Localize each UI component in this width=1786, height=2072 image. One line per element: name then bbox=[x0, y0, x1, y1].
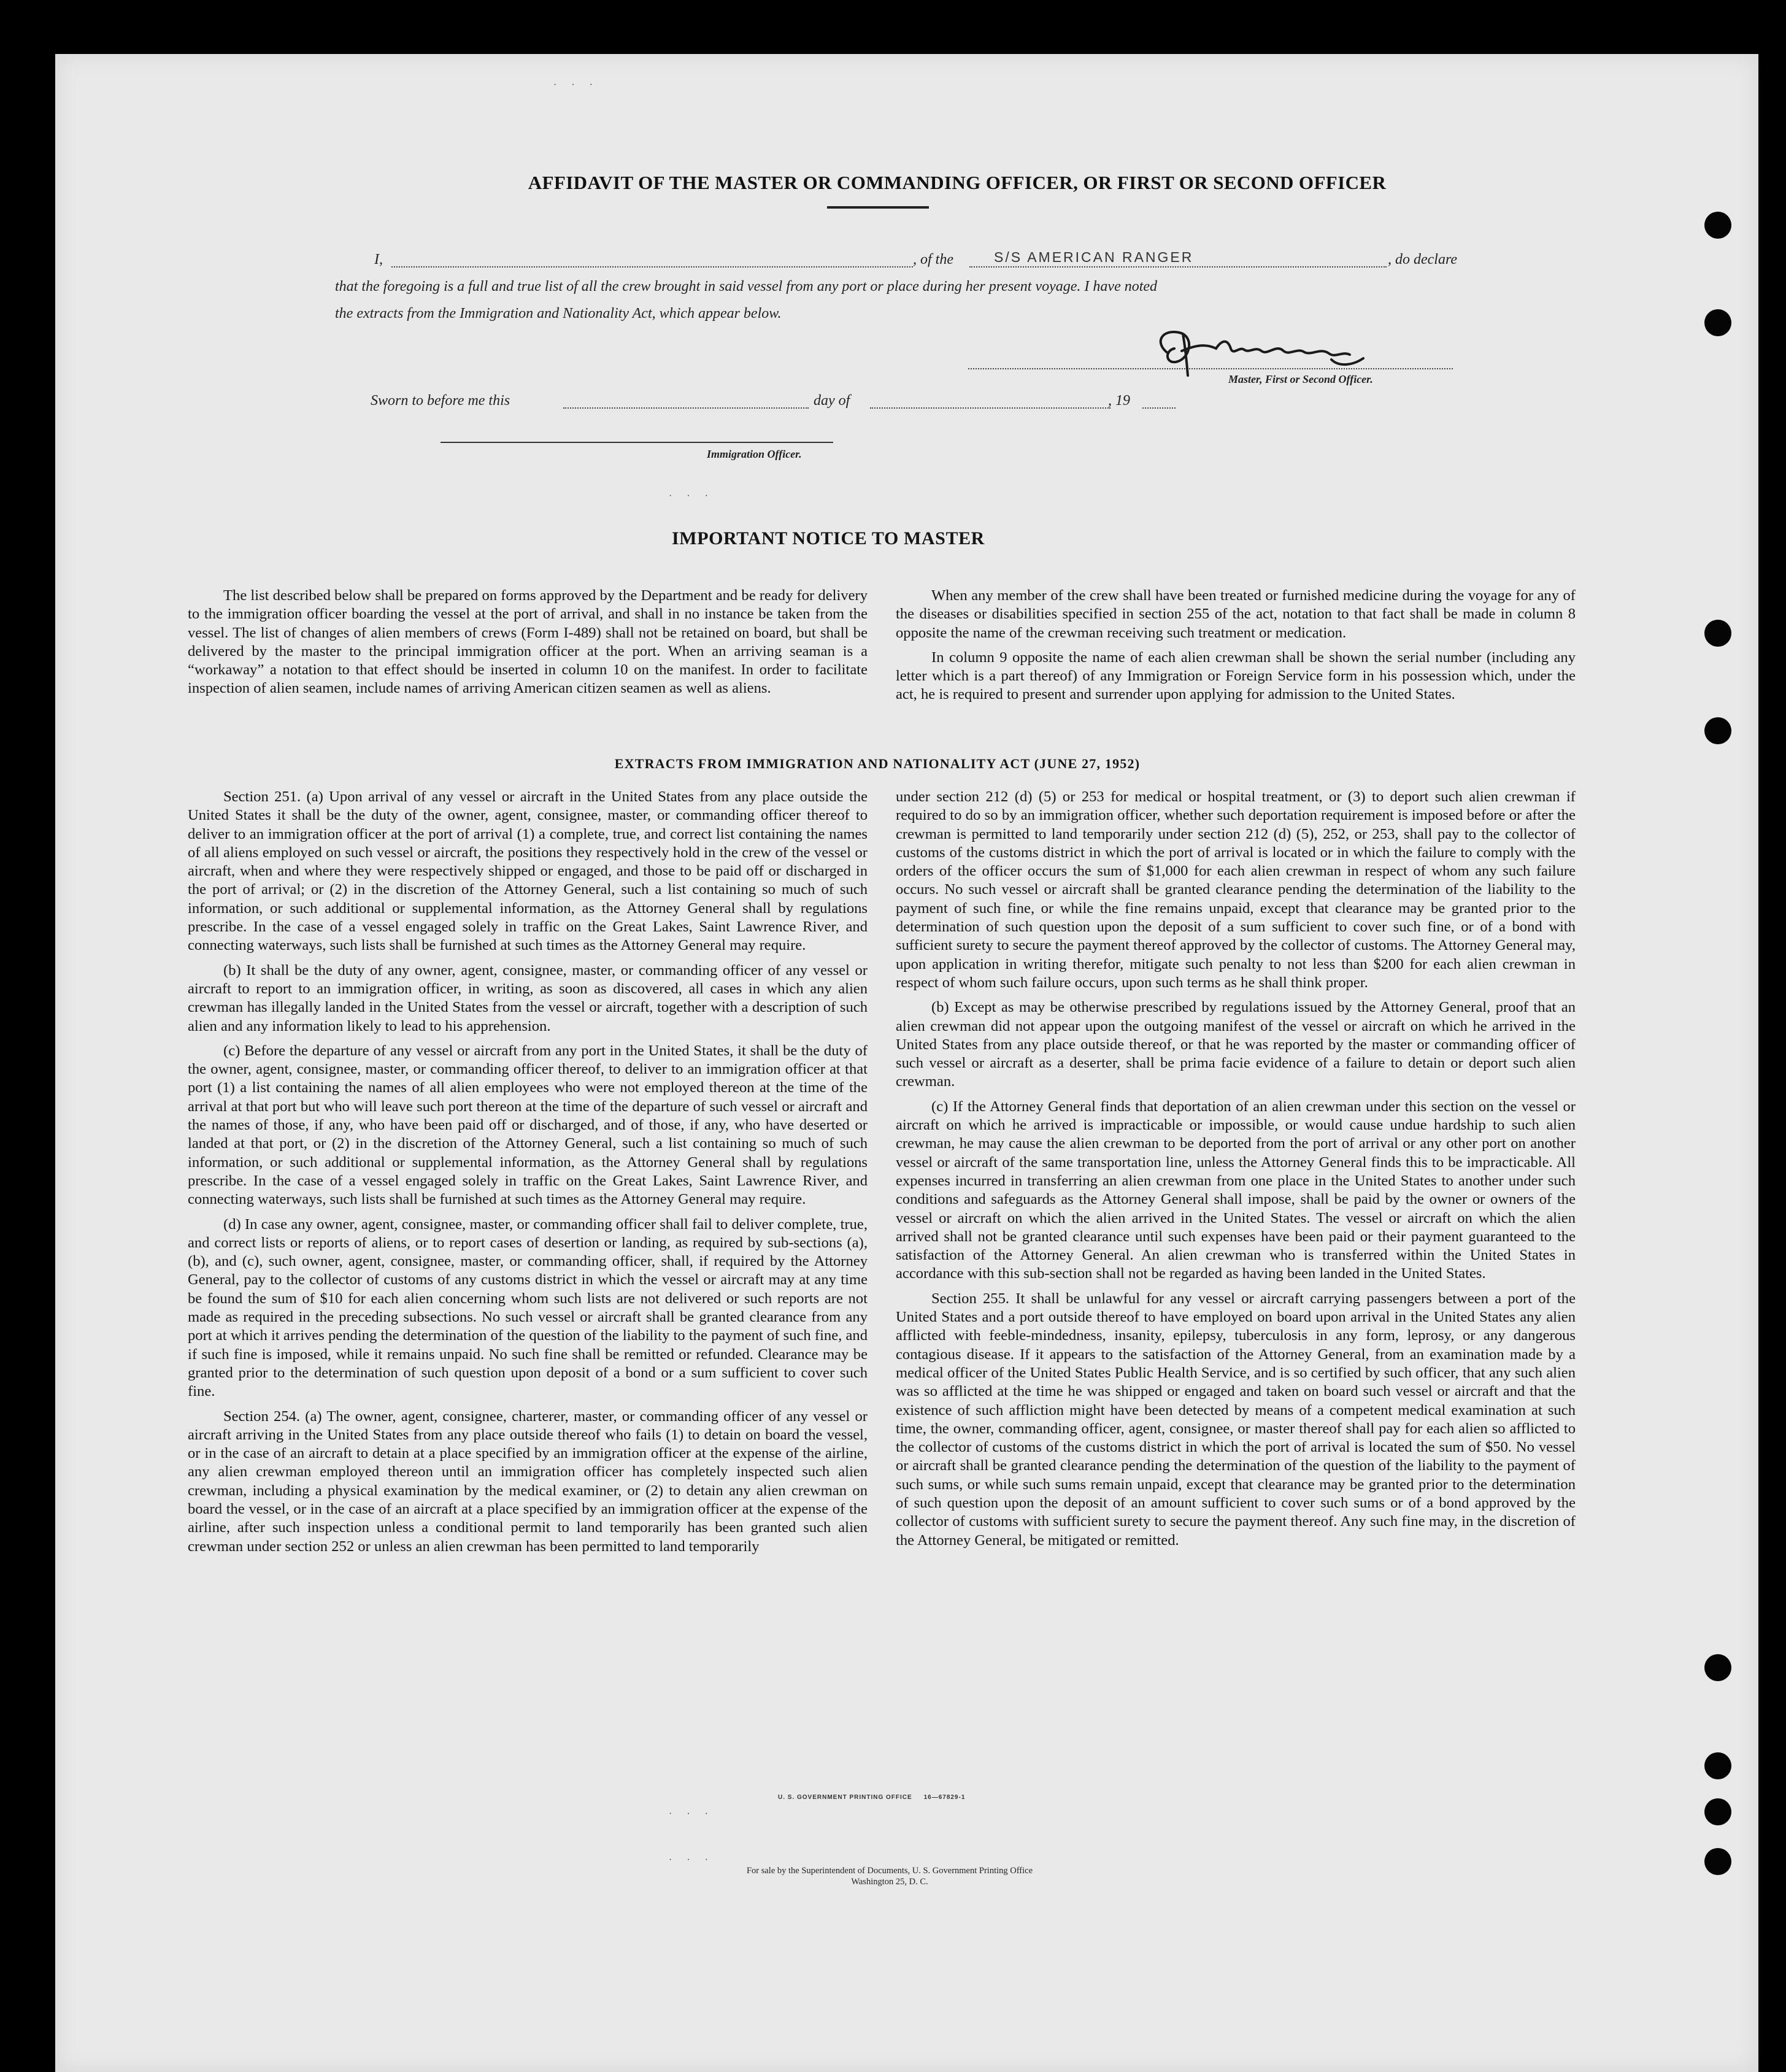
binder-hole bbox=[1704, 1798, 1731, 1825]
section-251-a: Section 251. (a) Upon arrival of any vessel or aircraft in the United States from any place outside the United States it shall be the duty of the owner, agent, consignee, master, or commanding officer thereof to deliver to an immigration officer at the port of arrival (1) a complete, true, and correct list containing the names of all aliens employed on such vessel or aircraft, the positions they respectively hold in the crew of the vessel or aircraft, when and where they were respectively shipped or engaged, and those to be paid off or discharged in the port of arrival; or (2) in the discretion of the Attorney General, such a list containing so much of such information, or such additional or supplemental information, as the Attorney General shall by regulations prescribe. In the case of a vessel engaged solely in traffic on the Great Lakes, Saint Lawrence River, and connecting waterways, such lists shall be furnished at such times as the Attorney General may require. bbox=[188, 788, 868, 954]
signature-caption: Master, First or Second Officer. bbox=[1228, 373, 1373, 385]
extracts-left-column bbox=[188, 788, 868, 1556]
vessel-name: S/S AMERICAN RANGER bbox=[994, 249, 1194, 265]
officer-caption: Immigration Officer. bbox=[707, 448, 802, 460]
do-declare-label: , do declare bbox=[1388, 252, 1458, 268]
section-254-c: (c) If the Attorney General finds that deportation of an alien crewman under this section on the vessel or aircraft on which he arrived is impracticable or impossible, or would cause undue hardship to such alien crewman, he may cause the alien crewman to be deported from the port of arrival or any other port on another vessel or aircraft of the same transportation line, unless the Attorney General finds this to be impracticable. All expenses incurred in transferring an alien crewman from one place in the United States to another under such conditions and safeguards as the Attorney General shall impose, shall be paid by the owner or owners of the vessel or aircraft on which the alien arrived in the United States. The vessel or aircraft on which the alien arrived shall not be granted clearance until such expenses have been paid or their payment guaranteed to the satisfaction of the Attorney General. An alien crewman who is transferred within the United States in accordance with this sub-section shall not be regarded as having been landed in the United States. bbox=[896, 1098, 1576, 1282]
notice-left-paragraph: The list described below shall be prepared on forms approved by the Department and be ready for delivery to the immigration officer boarding the vessel at the port of arrival, and shall in no instance be taken from the vessel. The list of changes of alien members of crews (Form I-489) shall not be retained on board, but shall be delivered by the master to the principal immigration officer at the port. When an arriving seaman is a “workaway” a notation to that effect should be inserted in column 10 on the manifest. In order to facilitate inspection of alien seamen, include names of arriving American citizen seamen as well as aliens. bbox=[188, 587, 868, 697]
section-254-b: (b) Except as may be otherwise prescribed by regulations issued by the Attorney General, proof that an alien crewman did not appear upon the outgoing manifest of the vessel or aircraft on which he arrived in the United States from any place outside thereof, or that he was reported by the master or commanding officer of such vessel or aircraft as a deserter, shall be prima facie evidence of a failure to detain or deport such alien crewman. bbox=[896, 999, 1576, 1090]
day-of-label: day of bbox=[814, 393, 850, 409]
notice-right-paragraph-1: When any member of the crew shall have been treated or furnished medicine during the voyage for any of the diseases or disabilities specified in section 255 of the act, notation to that fact shall be made in column 8 opposite the name of the crewman receiving such treatment or medication. bbox=[896, 587, 1576, 641]
i-label: I, bbox=[374, 252, 383, 268]
sale-line-1: For sale by the Superintendent of Documents, U. S. Government Printing Office bbox=[746, 1866, 1033, 1876]
binder-hole bbox=[1704, 212, 1731, 239]
of-the-label: , of the bbox=[913, 252, 953, 268]
master-signature bbox=[1147, 324, 1417, 379]
year-prefix: , 19 bbox=[1108, 393, 1130, 409]
sworn-month-line bbox=[870, 407, 1110, 409]
officer-line bbox=[441, 442, 833, 443]
binder-hole bbox=[1704, 717, 1731, 744]
notice-left-column bbox=[188, 587, 868, 698]
sworn-label: Sworn to before me this bbox=[371, 393, 510, 409]
notice-right-paragraph-2: In column 9 opposite the name of each alien crewman shall be shown the serial number (including any letter which is a part thereof) of any Immigration or Foreign Service form in his possession which, under the act, he is required to present and surrender upon applying for admission to the United States. bbox=[896, 649, 1576, 703]
binder-hole bbox=[1704, 1848, 1731, 1875]
extracts-right-column bbox=[896, 788, 1576, 1550]
title-rule bbox=[827, 206, 929, 209]
declaration-line-2: the extracts from the Immigration and Nationality Act, which appear below. bbox=[335, 306, 782, 322]
section-251-c: (c) Before the departure of any vessel or aircraft from any port in the United States, it shall be the duty of the owner, agent, consignee, master, or commanding officer thereof, to deliver to an immigration officer at that port (1) a list containing the names of all alien employees who were not employed thereon at the time of the arrival at that port but who will leave such port thereon at the time of the departure of such vessel or aircraft and the names of those, if any, who have been paid off or discharged, and of those, if any, who have deserted or landed at that port, or (2) in the discretion of the Attorney General, such a list containing so much of such information, or such additional or supplemental information, as the Attorney General shall by regulations prescribe. In the case of a vessel engaged solely in traffic on the Great Lakes, Saint Lawrence River, and connecting waterways, such lists shall be furnished at such times as the Attorney General may require. bbox=[188, 1042, 868, 1208]
binder-hole bbox=[1704, 620, 1731, 647]
declaration-line-1: that the foregoing is a full and true list of all the crew brought in said vessel from any port or place during her present voyage. I have noted bbox=[335, 279, 1158, 295]
document-page bbox=[55, 54, 1758, 2072]
binder-hole bbox=[1704, 1752, 1731, 1779]
sale-notice bbox=[583, 1865, 1196, 1887]
scan-specks: · · · bbox=[553, 80, 599, 90]
sworn-year-line bbox=[1142, 407, 1176, 409]
name-line bbox=[391, 266, 913, 268]
scan-specks: · · · bbox=[669, 1809, 714, 1819]
printing-office-mark: U. S. GOVERNMENT PRINTING OFFICE 16—67829-1 bbox=[778, 1794, 966, 1801]
binder-hole bbox=[1704, 1654, 1731, 1681]
notice-right-column bbox=[896, 587, 1576, 704]
sworn-day-line bbox=[563, 407, 809, 409]
scan-specks: · · · bbox=[669, 491, 714, 501]
binder-hole bbox=[1704, 309, 1731, 336]
section-254-a-continued: under section 212 (d) (5) or 253 for medical or hospital treatment, or (3) to deport such alien crewman if required to do so by an immigration officer, whether such deportation requirement is imposed before or after the crewman is permitted to land temporarily under section 212 (d) (5), 252, or 253, shall pay to the collector of customs of the customs district in which the port of arrival is located or in which the failure to comply with the orders of the officer occurs the sum of $1,000 for each alien crewman in respect of whom any such failure occurs. No such vessel or aircraft shall be granted clearance pending the determination of the liability to the payment of such fine, or while the fine remains unpaid, except that clearance may be granted prior to the determination of such question upon the deposit of a sum sufficient to cover such fine, or of a bond with sufficient surety to secure the payment thereof approved by the collector of customs. The Attorney General may, upon application in writing therefor, mitigate such penalty to not less than $200 for each alien crewman in respect of whom such failure occurs, upon such terms as he shall think proper. bbox=[896, 788, 1576, 991]
affidavit-title: AFFIDAVIT OF THE MASTER OR COMMANDING OFFICER, OR FIRST OR SECOND OFFICER bbox=[528, 172, 1387, 193]
extracts-heading: EXTRACTS FROM IMMIGRATION AND NATIONALITY ACT (JUNE 27, 1952) bbox=[614, 756, 1141, 771]
section-251-b: (b) It shall be the duty of any owner, agent, consignee, master, or commanding officer of any vessel or aircraft to report to an immigration officer, in writing, as soon as discovered, all cases in which any alien crewman has illegally landed in the United States from the vessel or aircraft, together with a description of such alien and any information likely to lead to his apprehension. bbox=[188, 961, 868, 1034]
sale-line-2: Washington 25, D. C. bbox=[851, 1877, 928, 1887]
scan-specks: · · · bbox=[669, 1855, 714, 1865]
vessel-line bbox=[969, 266, 1387, 268]
notice-heading: IMPORTANT NOTICE TO MASTER bbox=[672, 528, 985, 549]
section-251-d: (d) In case any owner, agent, consignee, master, or commanding officer shall fail to deliver complete, true, and correct lists or reports of aliens, or to report cases of desertion or landing, as required by sub-sections (a), (b), and (c), such owner, agent, consignee, master, or commanding officer, shall, if required by the Attorney General, pay to the collector of customs of any customs district in which the vessel or aircraft may at any time be found the sum of $10 for each alien concerning whom such lists are not delivered or such reports are not made as required in the preceding subsections. No such vessel or aircraft shall be granted clearance from any port at which it arrives pending the determination of the question of the liability to the payment of such fine, and if such fine is imposed, while it remains unpaid. No such fine shall be remitted or refunded. Clearance may be granted prior to the determination of such question upon deposit of a bond or a sum sufficient to cover such fine. bbox=[188, 1215, 868, 1400]
section-255: Section 255. It shall be unlawful for any vessel or aircraft carrying passengers between a port of the United States and a port outside thereof to have employed on board upon arrival in the United States any alien afflicted with feeble-mindedness, insanity, epilepsy, tuberculosis in any form, leprosy, or any dangerous contagious disease. If it appears to the satisfaction of the Attorney General, from an examination made by a medical officer of the United States Public Health Service, and is so certified by such officer, that any such alien was so afflicted at the time he was shipped or engaged and taken on board such vessel or aircraft and that the existence of such affliction might have been detected by means of a competent medical examination at such time, the owner, commanding officer, agent, consignee, or master thereof shall pay for each alien so afflicted to the collector of customs of the customs district in which the port of arrival is located the sum of $50. No vessel or aircraft shall be granted clearance pending the determination of the question of the liability to the payment of such sums, or while such sums remain unpaid, except that clearance may be granted prior to the determination of such question upon the deposit of an amount sufficient to cover such sums or of a bond approved by the collector of customs with sufficient surety to secure the payment thereof. Any such fine may, in the discretion of the Attorney General, be mitigated or remitted. bbox=[896, 1290, 1576, 1549]
section-254-a: Section 254. (a) The owner, agent, consignee, charterer, master, or commanding officer of any vessel or aircraft arriving in the United States from any place outside thereof who fails (1) to detain on board the vessel, or in the case of an aircraft to detain at a place specified by an immigration officer at the expense of the airline, any alien crewman employed thereon until an immigration officer has completely inspected such alien crewman, including a physical examination by the medical examiner, or (2) to detain any alien crewman on board the vessel, or in the case of an aircraft at a place specified by an immigration officer at the expense of the airline, after such inspection unless a conditional permit to land temporarily has been granted such alien crewman under section 252 or unless an alien crewman has been permitted to land temporarily bbox=[188, 1408, 868, 1555]
